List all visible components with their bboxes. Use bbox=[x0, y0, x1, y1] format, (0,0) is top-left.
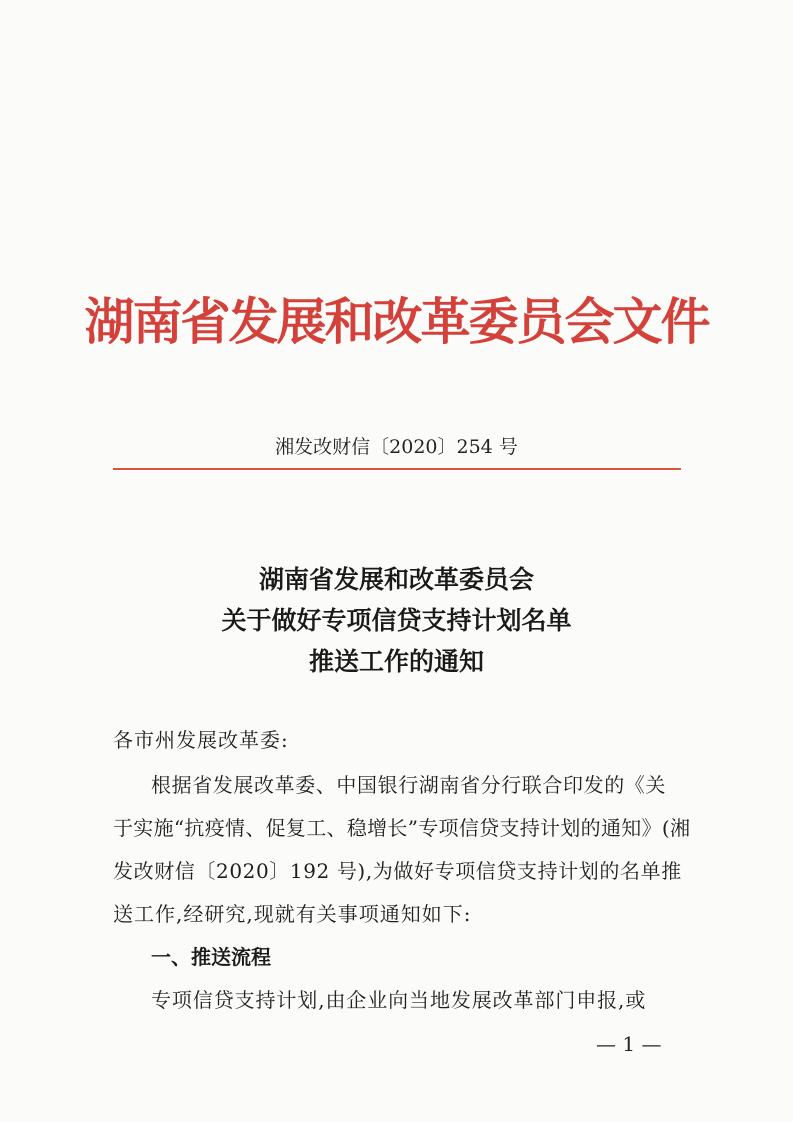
paragraph-1-line-1: 根据省发展改革委、中国银行湖南省分行联合印发的《关 bbox=[151, 773, 666, 797]
page-number: — 1 — bbox=[596, 1032, 662, 1056]
masthead-title: 湖南省发展和改革委员会文件 bbox=[84, 293, 709, 351]
section-heading-1: 一、推送流程 bbox=[151, 945, 271, 969]
notice-title-line-1: 湖南省发展和改革委员会 bbox=[258, 565, 534, 594]
notice-title-line-2: 关于做好专项信贷支持计划名单 bbox=[221, 606, 572, 635]
document-number: 湘发改财信〔2020〕254 号 bbox=[275, 436, 518, 458]
paragraph-1-line-2: 于实施“抗疫情、促复工、稳增长”专项信贷支持计划的通知》(湘 bbox=[113, 816, 691, 840]
notice-title-line-3: 推送工作的通知 bbox=[308, 647, 484, 676]
red-divider-line bbox=[113, 468, 681, 470]
salutation: 各市州发展改革委: bbox=[113, 728, 289, 752]
paragraph-2-line-1: 专项信贷支持计划,由企业向当地发展改革部门申报,或 bbox=[151, 988, 647, 1012]
paragraph-1-line-3: 发改财信〔2020〕192 号),为做好专项信贷支持计划的名单推 bbox=[113, 859, 682, 883]
paragraph-1-line-4: 送工作,经研究,现就有关事项通知如下: bbox=[113, 902, 472, 926]
